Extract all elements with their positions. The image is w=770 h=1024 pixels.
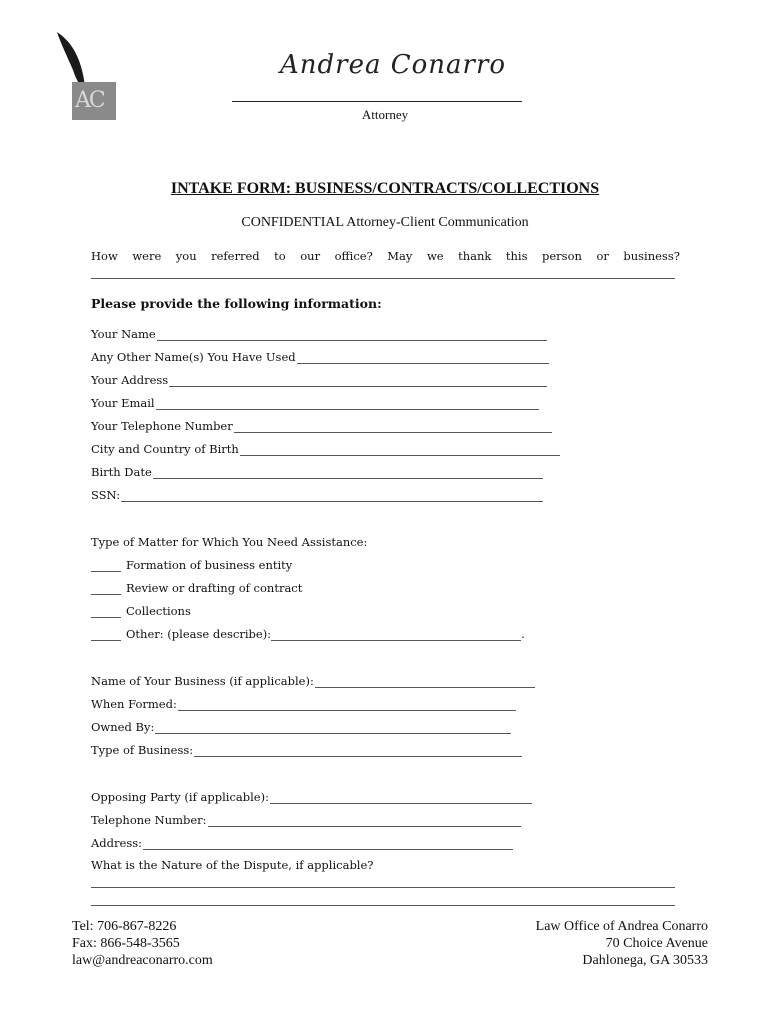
field-line[interactable]: [155, 722, 511, 734]
option-contract[interactable]: [91, 581, 302, 595]
field-line[interactable]: [143, 838, 513, 850]
field-line[interactable]: [234, 421, 552, 433]
email-field[interactable]: [91, 396, 539, 410]
field-label: When Formed:: [91, 697, 177, 711]
attorney-subtitle: Attorney: [361, 107, 409, 122]
field-line[interactable]: [240, 444, 560, 456]
option-blank[interactable]: [91, 606, 121, 618]
option-other[interactable]: [91, 627, 525, 641]
field-line[interactable]: [169, 375, 547, 387]
footer-street: 70 Choice Avenue: [605, 936, 708, 951]
field-label: Type of Business:: [91, 743, 194, 757]
opposing-address-field[interactable]: [91, 836, 513, 850]
sentence-period: .: [521, 627, 525, 641]
dispute-question-text: What is the Nature of the Dispute, if applicable?: [91, 858, 374, 872]
attorney-name: Andrea Conarro: [280, 50, 507, 80]
field-line[interactable]: [178, 699, 516, 711]
dispute-answer-line-1[interactable]: [91, 887, 675, 888]
referral-word: this: [505, 249, 528, 263]
field-line[interactable]: [208, 815, 521, 827]
option-blank[interactable]: [91, 560, 121, 572]
matter-type-question: [91, 535, 367, 549]
footer-phone: Tel: 706-867-8226: [72, 919, 177, 934]
referral-word: you: [175, 249, 197, 263]
field-line[interactable]: [315, 676, 535, 688]
referral-word: were: [132, 249, 162, 263]
field-label: Birth Date: [91, 465, 152, 479]
option-blank[interactable]: [91, 583, 121, 595]
when-formed-field[interactable]: [91, 697, 516, 711]
owned-by-field[interactable]: [91, 720, 511, 734]
field-line[interactable]: [156, 398, 539, 410]
field-label: Your Email: [91, 396, 155, 410]
referral-word: to: [274, 249, 286, 263]
ssn-field[interactable]: [91, 488, 543, 502]
field-label: Your Name: [91, 327, 156, 341]
referral-word: office?: [334, 249, 373, 263]
dispute-nature-question: [91, 858, 373, 872]
address-field[interactable]: [91, 373, 547, 387]
footer-address: [536, 918, 708, 969]
field-line[interactable]: [194, 745, 522, 757]
logo-monogram: AC: [75, 88, 104, 113]
business-type-field[interactable]: [91, 743, 522, 757]
other-description-line[interactable]: [271, 629, 521, 641]
referral-answer-line[interactable]: [91, 278, 675, 279]
birth-date-field[interactable]: [91, 465, 543, 479]
field-line[interactable]: [153, 467, 543, 479]
form-title: INTAKE FORM: BUSINESS/CONTRACTS/COLLECTIONS: [170, 180, 600, 197]
field-label: Any Other Name(s) You Have Used: [91, 350, 296, 364]
referral-word: thank: [458, 249, 492, 263]
opposing-party-field[interactable]: [91, 790, 532, 804]
referral-word: How: [91, 249, 118, 263]
referral-word: May: [387, 249, 413, 263]
matter-question-text: Type of Matter for Which You Need Assistance:: [91, 535, 368, 549]
field-label: Your Address: [91, 373, 169, 387]
referral-word: or: [596, 249, 609, 263]
field-label: Your Telephone Number: [91, 419, 233, 433]
field-label: City and Country of Birth: [91, 442, 239, 456]
field-label: SSN:: [91, 488, 121, 502]
section-heading: Please provide the following information:: [91, 296, 382, 311]
field-label: Address:: [91, 836, 143, 850]
referral-word: referred: [211, 249, 260, 263]
referral-word: our: [300, 249, 321, 263]
option-label: Review or drafting of contract: [126, 581, 303, 595]
option-business-formation[interactable]: [91, 558, 292, 572]
field-label: Name of Your Business (if applicable):: [91, 674, 314, 688]
field-line[interactable]: [121, 490, 543, 502]
field-line[interactable]: [297, 352, 549, 364]
field-label: Telephone Number:: [91, 813, 207, 827]
option-collections[interactable]: [91, 604, 191, 618]
footer-office-name: Law Office of Andrea Conarro: [535, 919, 708, 934]
your-name-field[interactable]: [91, 327, 547, 341]
referral-word: we: [426, 249, 444, 263]
opposing-telephone-field[interactable]: [91, 813, 521, 827]
footer-contact: [72, 918, 213, 969]
birthplace-field[interactable]: [91, 442, 560, 456]
referral-word: business?: [623, 249, 680, 263]
footer-city: Dahlonega, GA 30533: [582, 953, 708, 968]
footer-email[interactable]: law@andreaconarro.com: [72, 953, 213, 968]
field-label: Opposing Party (if applicable):: [91, 790, 269, 804]
business-name-field[interactable]: [91, 674, 535, 688]
referral-question: [91, 249, 680, 263]
field-line[interactable]: [157, 329, 547, 341]
footer-fax: Fax: 866-548-3565: [72, 936, 180, 951]
option-label: Formation of business entity: [126, 558, 293, 572]
field-label: Owned By:: [91, 720, 155, 734]
option-label: Other: (please describe):: [126, 627, 272, 641]
field-line[interactable]: [270, 792, 532, 804]
other-names-field[interactable]: [91, 350, 549, 364]
option-blank[interactable]: [91, 629, 121, 641]
dispute-answer-line-2[interactable]: [91, 905, 675, 906]
referral-word: person: [542, 249, 582, 263]
name-rule: [232, 101, 522, 102]
telephone-field[interactable]: [91, 419, 552, 433]
option-label: Collections: [126, 604, 191, 618]
confidential-notice: CONFIDENTIAL Attorney-Client Communication: [241, 215, 529, 230]
